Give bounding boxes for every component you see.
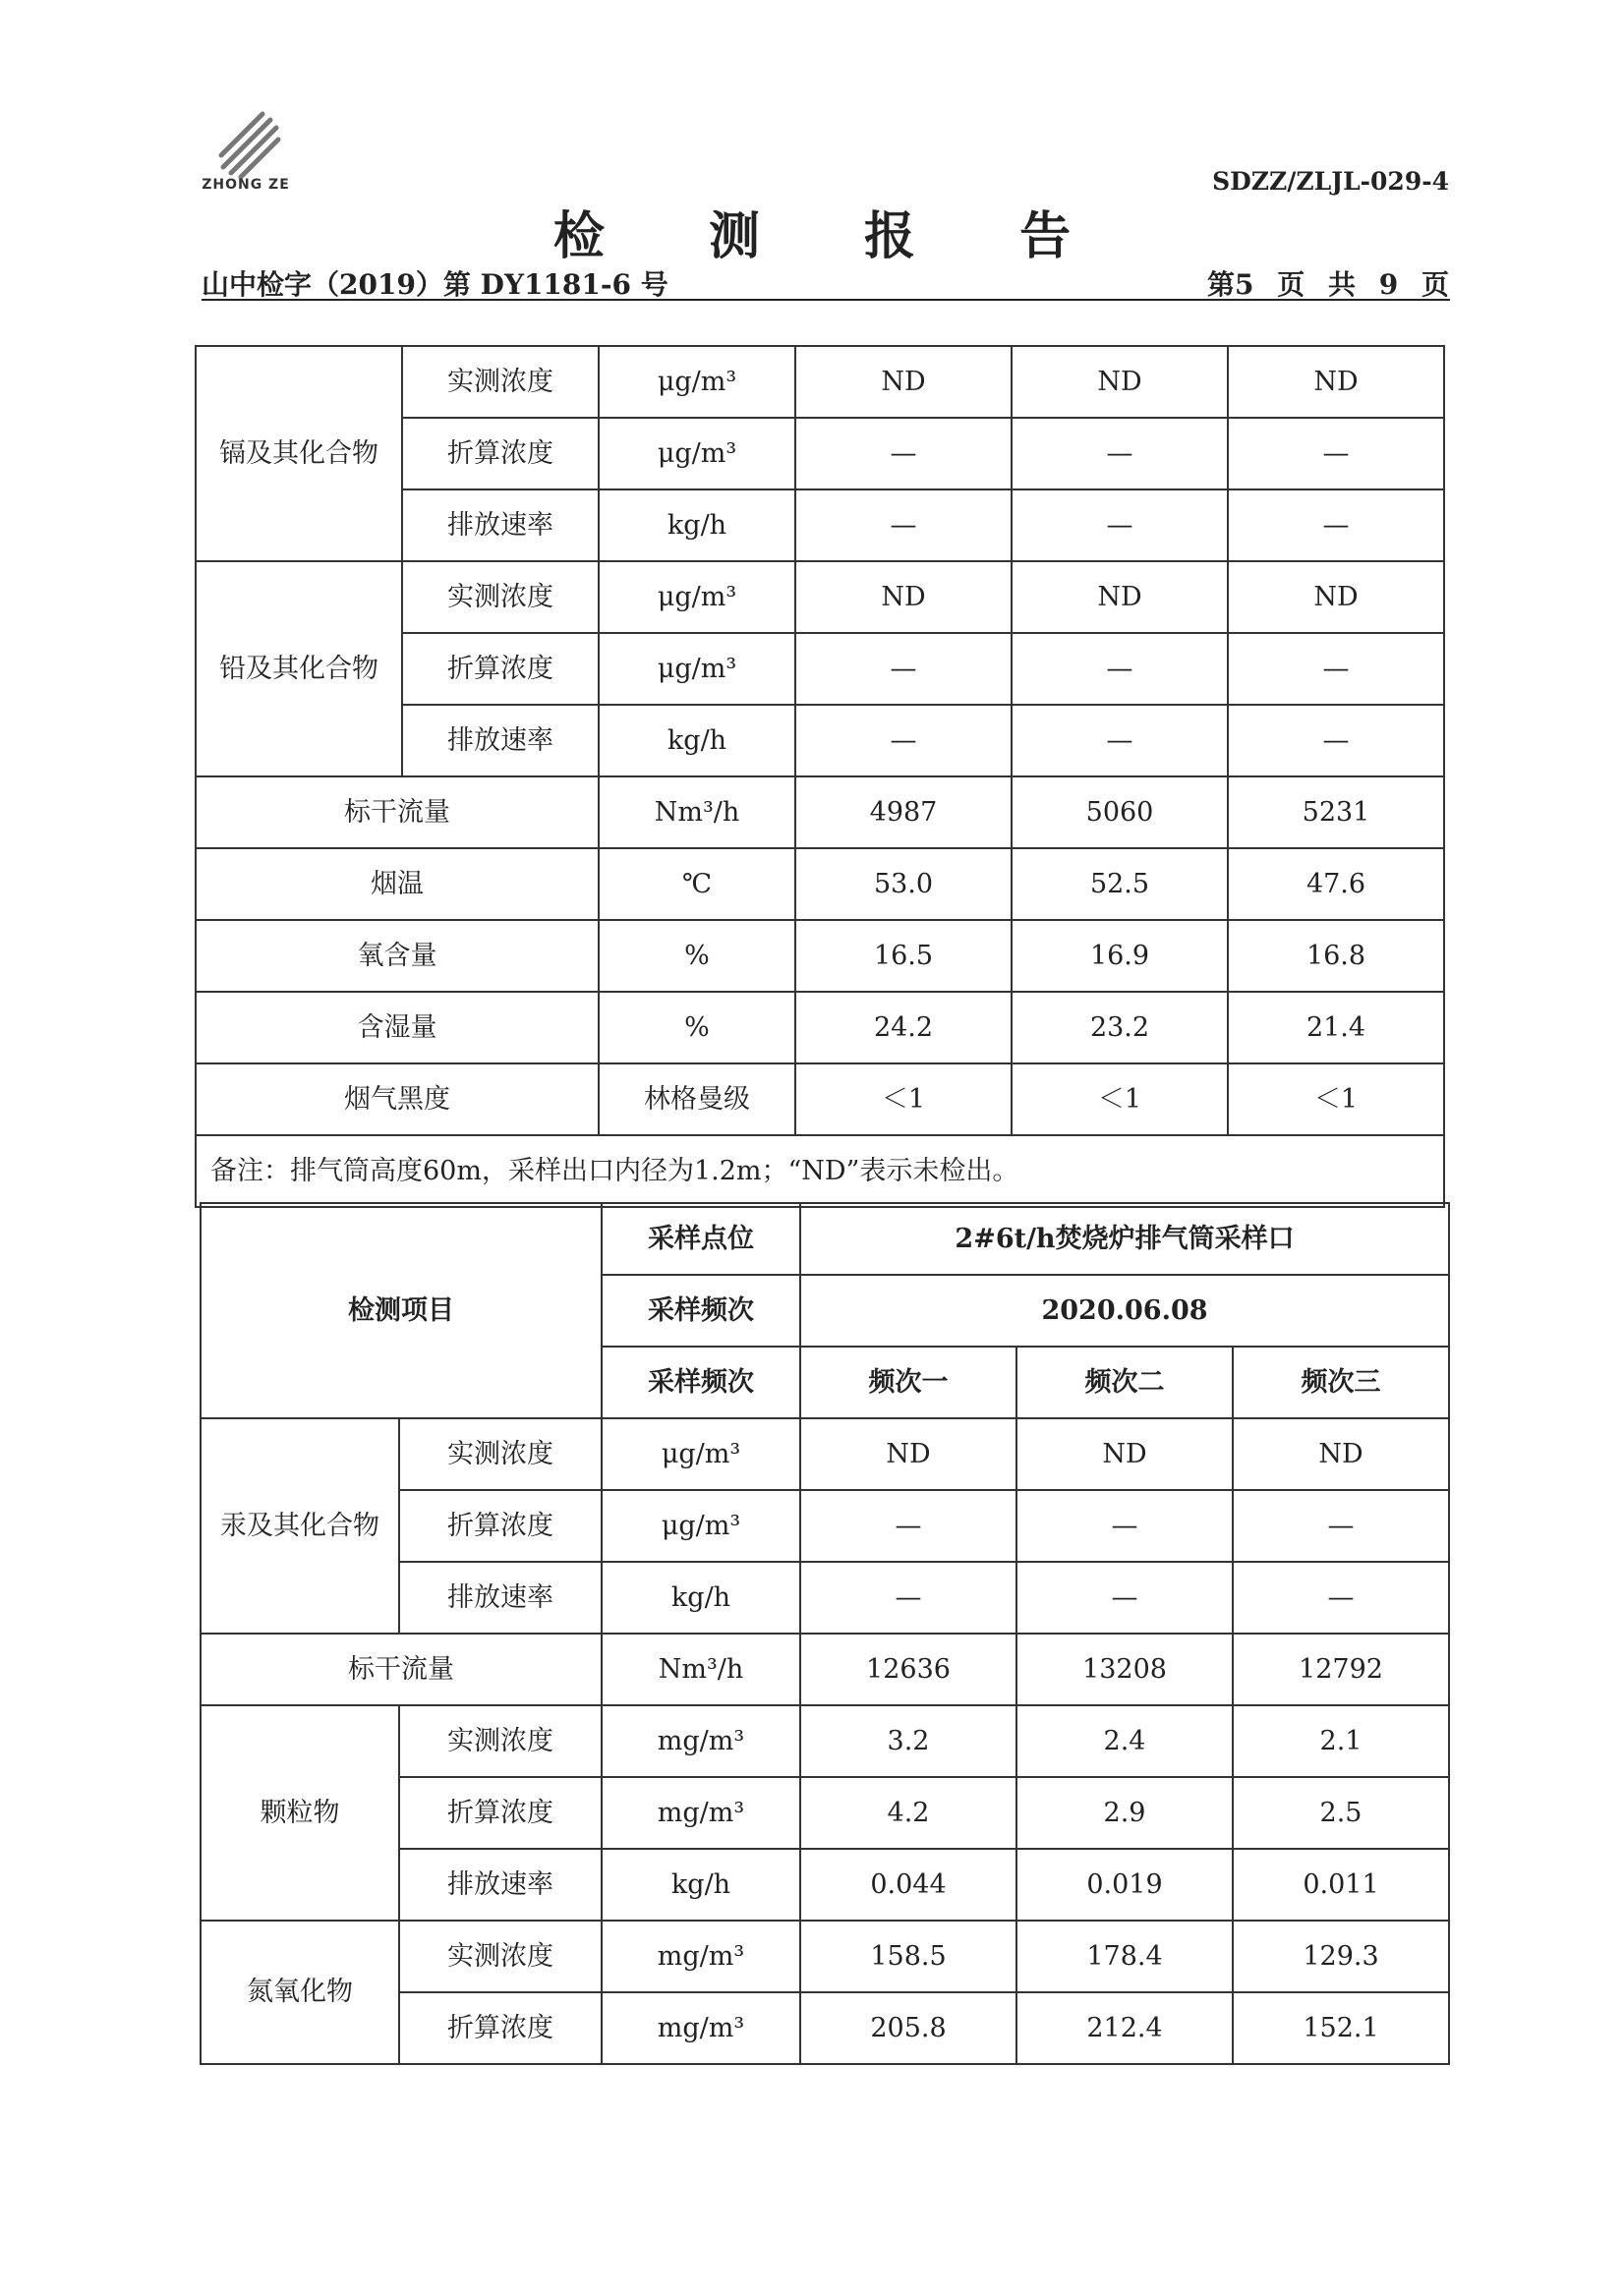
value-cell: 2.5 — [1233, 1777, 1449, 1849]
point-label: 采样点位 — [602, 1203, 800, 1275]
value-cell: — — [1012, 633, 1228, 705]
value-cell: — — [795, 418, 1012, 489]
item-cell: 实测浓度 — [402, 346, 599, 418]
value-cell: 16.5 — [795, 920, 1012, 992]
value-cell: ND — [795, 346, 1012, 418]
header-divider — [202, 299, 1450, 301]
value-cell: — — [1228, 418, 1444, 489]
value-cell: 12792 — [1233, 1634, 1449, 1705]
sampling-date: 2020.06.08 — [800, 1275, 1449, 1347]
param-name: 氧含量 — [196, 920, 599, 992]
param-name: 烟温 — [196, 848, 599, 920]
value-cell: — — [1233, 1562, 1449, 1634]
logo-text: ZHONG ZE — [202, 177, 290, 193]
unit-cell: kg/h — [602, 1849, 800, 1921]
value-cell: 53.0 — [795, 848, 1012, 920]
item-cell: 实测浓度 — [399, 1705, 602, 1777]
table-row — [196, 1135, 1444, 1207]
item-cell: 排放速率 — [402, 489, 599, 561]
value-cell: 205.8 — [800, 1992, 1016, 2064]
item-cell: 排放速率 — [399, 1562, 602, 1634]
value-cell: — — [795, 489, 1012, 561]
param-name: 烟气黑度 — [196, 1063, 599, 1135]
value-cell: — — [795, 633, 1012, 705]
value-cell: — — [1012, 489, 1228, 561]
unit-cell: μg/m³ — [602, 1418, 800, 1490]
value-cell: 129.3 — [1233, 1921, 1449, 1992]
value-cell: 52.5 — [1012, 848, 1228, 920]
param-name: 标干流量 — [196, 776, 599, 848]
freq-label: 采样频次 — [602, 1347, 800, 1418]
value-cell: ND — [1012, 561, 1228, 633]
value-cell: 212.4 — [1016, 1992, 1233, 2064]
cadmium-group — [196, 346, 1444, 561]
item-cell: 折算浓度 — [402, 418, 599, 489]
unit-cell: 林格曼级 — [599, 1063, 795, 1135]
nox-group — [201, 1921, 1449, 2064]
unit-cell: mg/m³ — [602, 1921, 800, 1992]
value-cell: 24.2 — [795, 992, 1012, 1063]
freq-1: 频次一 — [800, 1347, 1016, 1418]
unit-cell: kg/h — [602, 1562, 800, 1634]
value-cell: — — [1228, 633, 1444, 705]
item-cell: 折算浓度 — [399, 1777, 602, 1849]
value-cell: 13208 — [1016, 1634, 1233, 1705]
table-row — [201, 1634, 1449, 1705]
item-header: 检测项目 — [201, 1203, 602, 1418]
unit-cell: kg/h — [599, 489, 795, 561]
table-row — [201, 1203, 1449, 1275]
value-cell: 2.1 — [1233, 1705, 1449, 1777]
value-cell: 158.5 — [800, 1921, 1016, 1992]
value-cell: — — [1228, 489, 1444, 561]
value-cell: 0.019 — [1016, 1849, 1233, 1921]
value-cell: ND — [1012, 346, 1228, 418]
unit-cell: mg/m³ — [602, 1992, 800, 2064]
item-cell: 实测浓度 — [402, 561, 599, 633]
unit-cell: Nm³/h — [602, 1634, 800, 1705]
item-cell: 排放速率 — [402, 705, 599, 776]
value-cell: — — [795, 705, 1012, 776]
point-value: 2#6t/h焚烧炉排气筒采样口 — [800, 1203, 1449, 1275]
value-cell: 2.9 — [1016, 1777, 1233, 1849]
table-row — [196, 848, 1444, 920]
value-cell: ＜1 — [795, 1063, 1012, 1135]
freq-2: 频次二 — [1016, 1347, 1233, 1418]
particulate-name: 颗粒物 — [201, 1705, 399, 1921]
unit-cell: μg/m³ — [599, 346, 795, 418]
table-row — [196, 346, 1444, 418]
table-row — [196, 1063, 1444, 1135]
nox-name: 氮氧化物 — [201, 1921, 399, 2064]
table-row — [201, 1418, 1449, 1490]
value-cell: 21.4 — [1228, 992, 1444, 1063]
value-cell: — — [1016, 1490, 1233, 1562]
value-cell: 3.2 — [800, 1705, 1016, 1777]
value-cell: 4.2 — [800, 1777, 1016, 1849]
value-cell: — — [1012, 705, 1228, 776]
value-cell: — — [800, 1562, 1016, 1634]
value-cell: — — [800, 1490, 1016, 1562]
report-number: 山中检字（2019）第 DY1181-6 号 — [202, 268, 668, 301]
table-row — [196, 561, 1444, 633]
item-cell: 折算浓度 — [399, 1490, 602, 1562]
value-cell: 0.011 — [1233, 1849, 1449, 1921]
value-cell: 5231 — [1228, 776, 1444, 848]
unit-cell: mg/m³ — [602, 1705, 800, 1777]
unit-cell: μg/m³ — [599, 561, 795, 633]
value-cell: ND — [800, 1418, 1016, 1490]
table-row — [196, 776, 1444, 848]
value-cell: — — [1228, 705, 1444, 776]
results-table-2 — [200, 1202, 1450, 2065]
value-cell: ND — [1233, 1418, 1449, 1490]
value-cell: ND — [1228, 346, 1444, 418]
table-note: 备注：排气筒高度60m，采样出口内径为1.2m；“ND”表示未检出。 — [196, 1135, 1444, 1207]
table2-header — [201, 1203, 1449, 1418]
cadmium-name: 镉及其化合物 — [196, 346, 402, 561]
value-cell: 4987 — [795, 776, 1012, 848]
item-cell: 折算浓度 — [399, 1992, 602, 2064]
item-cell: 排放速率 — [399, 1849, 602, 1921]
value-cell: ＜1 — [1012, 1063, 1228, 1135]
value-cell: ND — [1228, 561, 1444, 633]
value-cell: 16.8 — [1228, 920, 1444, 992]
value-cell: ＜1 — [1228, 1063, 1444, 1135]
unit-cell: % — [599, 992, 795, 1063]
table-row — [201, 1921, 1449, 1992]
unit-cell: Nm³/h — [599, 776, 795, 848]
mercury-name: 汞及其化合物 — [201, 1418, 399, 1634]
table-row — [201, 1705, 1449, 1777]
particulate-group — [201, 1705, 1449, 1921]
page-number: 第5 页 共 9 页 — [1207, 268, 1449, 301]
page-title: 检 测 报 告 — [552, 206, 1115, 266]
freq-3: 频次三 — [1233, 1347, 1449, 1418]
value-cell: 152.1 — [1233, 1992, 1449, 2064]
unit-cell: % — [599, 920, 795, 992]
item-cell: 折算浓度 — [402, 633, 599, 705]
freq-label: 采样频次 — [602, 1275, 800, 1347]
value-cell: ND — [1016, 1418, 1233, 1490]
unit-cell: ℃ — [599, 848, 795, 920]
param-name: 标干流量 — [201, 1634, 602, 1705]
table-row — [196, 992, 1444, 1063]
single-parameters — [196, 776, 1444, 1207]
value-cell: 12636 — [800, 1634, 1016, 1705]
item-cell: 实测浓度 — [399, 1921, 602, 1992]
unit-cell: mg/m³ — [602, 1777, 800, 1849]
value-cell: — — [1016, 1562, 1233, 1634]
lead-group — [196, 561, 1444, 776]
unit-cell: kg/h — [599, 705, 795, 776]
value-cell: 23.2 — [1012, 992, 1228, 1063]
value-cell: 47.6 — [1228, 848, 1444, 920]
item-cell: 实测浓度 — [399, 1418, 602, 1490]
value-cell: 2.4 — [1016, 1705, 1233, 1777]
mercury-group — [201, 1418, 1449, 1634]
unit-cell: μg/m³ — [599, 633, 795, 705]
document-code: SDZZ/ZLJL-029-4 — [1212, 167, 1449, 196]
value-cell: 178.4 — [1016, 1921, 1233, 1992]
flow-row — [201, 1634, 1449, 1705]
table-row — [196, 920, 1444, 992]
results-table-1 — [195, 345, 1445, 1208]
value-cell: 5060 — [1012, 776, 1228, 848]
value-cell: ND — [795, 561, 1012, 633]
value-cell: 0.044 — [800, 1849, 1016, 1921]
param-name: 含湿量 — [196, 992, 599, 1063]
value-cell: 16.9 — [1012, 920, 1228, 992]
value-cell: — — [1233, 1490, 1449, 1562]
unit-cell: μg/m³ — [602, 1490, 800, 1562]
lead-name: 铅及其化合物 — [196, 561, 402, 776]
unit-cell: μg/m³ — [599, 418, 795, 489]
value-cell: — — [1012, 418, 1228, 489]
